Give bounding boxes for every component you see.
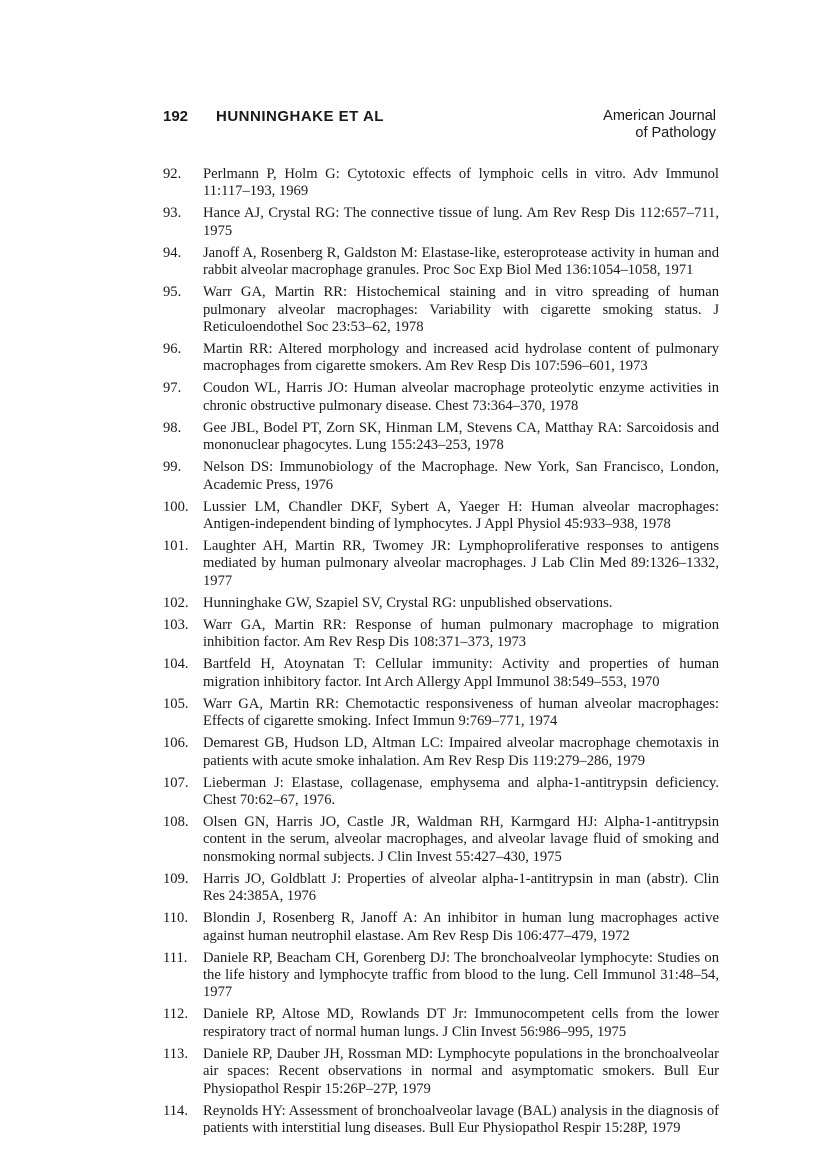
reference-number: 111. xyxy=(163,949,188,966)
reference-item xyxy=(163,814,719,866)
reference-item xyxy=(163,205,719,240)
reference-item xyxy=(163,617,719,652)
reference-text: Hance AJ, Crystal RG: The connective tissue of lung. Am Rev Resp Dis 112:657–711, 1975 xyxy=(203,205,719,239)
reference-item xyxy=(163,341,719,376)
reference-item xyxy=(163,656,719,691)
reference-item xyxy=(163,166,719,201)
reference-item xyxy=(163,696,719,731)
page-header xyxy=(0,0,816,140)
reference-number: 92. xyxy=(163,166,182,182)
reference-number: 100. xyxy=(163,498,189,515)
reference-text: Olsen GN, Harris JO, Castle JR, Waldman RH, Karmgard HJ: Alpha-1-antitrypsin content in the serum, alveolar macrophages, and alveolar lavage fluid of smoking and nonsmoking normal subjects. J Clin Invest 55:427–430, 1975 xyxy=(203,813,719,865)
reference-number: 93. xyxy=(163,205,182,222)
reference-text: Warr GA, Martin RR: Response of human pulmonary macrophage to migration inhibition factor. Am Rev Resp Dis 108:371–373, 1973 xyxy=(203,616,719,651)
reference-text: Bartfeld H, Atoynatan T: Cellular immunity: Activity and properties of human migration inhibitory factor. Int Arch Allergy Appl Immunol 38:549–553, 1970 xyxy=(203,656,719,690)
reference-number: 96. xyxy=(163,341,182,358)
reference-text: Lussier LM, Chandler DKF, Sybert A, Yaeger H: Human alveolar macrophages: Antigen-independent binding of lymphocytes. J Appl Physiol 45:933–938, 1978 xyxy=(203,498,719,533)
reference-item xyxy=(163,459,719,494)
reference-number: 114. xyxy=(163,1102,188,1119)
reference-text: Daniele RP, Dauber JH, Rossman MD: Lymphocyte populations in the bronchoalveolar air spaces: Recent observations in normal and asymptomatic smokers. Bull Eur Physiopathol Respir 15:26P–27P, 1979 xyxy=(203,1045,719,1097)
reference-number: 101. xyxy=(163,538,189,555)
reference-text: Nelson DS: Immunobiology of the Macrophage. New York, San Francisco, London, Academic Press, 1976 xyxy=(203,459,719,493)
reference-text: Warr GA, Martin RR: Histochemical staining and in vitro spreading of human pulmonary alveolar macrophages: Variability with cigarette smoking status. J Reticuloendothel Soc 23:53–62, 1978 xyxy=(203,284,719,336)
reference-number: 95. xyxy=(163,284,182,301)
journal-name xyxy=(603,108,716,142)
reference-number: 102. xyxy=(163,594,189,611)
reference-text: Harris JO, Goldblatt J: Properties of alveolar alpha-1-antitrypsin in man (abstr). Clin Res 24:385A, 1976 xyxy=(203,870,719,905)
reference-item xyxy=(163,538,719,590)
reference-text: Daniele RP, Altose MD, Rowlands DT Jr: Immunocompetent cells from the lower respiratory tract of normal human lungs. J Clin Invest 56:986–995, 1975 xyxy=(203,1006,719,1040)
journal-name-line-1: American Journal xyxy=(603,108,716,124)
reference-item xyxy=(163,871,719,906)
reference-number: 105. xyxy=(163,695,189,712)
reference-text: Martin RR: Altered morphology and increased acid hydrolase content of pulmonary macrophages from cigarette smokers. Am Rev Resp Dis 107:596–601, 1973 xyxy=(203,341,719,375)
reference-number: 112. xyxy=(163,1006,188,1023)
reference-number: 113. xyxy=(163,1045,188,1062)
reference-number: 109. xyxy=(163,870,189,887)
reference-number: 107. xyxy=(163,774,189,791)
reference-item xyxy=(163,1006,719,1041)
reference-item xyxy=(163,1103,719,1138)
reference-item xyxy=(163,284,719,336)
reference-item xyxy=(163,1046,719,1098)
reference-number: 110. xyxy=(163,910,188,927)
page-number: 192 xyxy=(163,108,189,125)
reference-text: Blondin J, Rosenberg R, Janoff A: An inhibitor in human lung macrophages active against human neutrophil elastase. Am Rev Resp Dis 106:477–479, 1972 xyxy=(203,910,719,944)
reference-number: 103. xyxy=(163,616,189,633)
reference-text: Coudon WL, Harris JO: Human alveolar macrophage proteolytic enzyme activities in chronic obstructive pulmonary disease. Chest 73:364–370, 1978 xyxy=(203,380,719,414)
reference-item xyxy=(163,735,719,770)
reference-text: Demarest GB, Hudson LD, Altman LC: Impaired alveolar macrophage chemotaxis in patients with acute smoke inhalation. Am Rev Resp Dis 119:279–286, 1979 xyxy=(203,735,719,769)
reference-item xyxy=(163,380,719,415)
reference-text: Janoff A, Rosenberg R, Galdston M: Elastase-like, esteroprotease activity in human and rabbit alveolar macrophage granules. Proc Soc Exp Biol Med 136:1054–1058, 1971 xyxy=(203,244,719,279)
reference-text: Warr GA, Martin RR: Chemotactic responsiveness of human alveolar macrophages: Effects of cigarette smoking. Infect Immun 9:769–771, 1974 xyxy=(203,695,719,730)
reference-text: Daniele RP, Beacham CH, Gorenberg DJ: The bronchoalveolar lymphocyte: Studies on the life history and lymphocyte traffic from blood to the lung. Cell Immunol 31:48–54, 1977 xyxy=(203,949,719,1001)
reference-text: Perlmann P, Holm G: Cytotoxic effects of lymphoic cells in vitro. Adv Immunol 11:117–193, 1969 xyxy=(203,166,719,200)
reference-text: Reynolds HY: Assessment of bronchoalveolar lavage (BAL) analysis in the diagnosis of patients with interstitial lung diseases. Bull Eur Physiopathol Respir 15:28P, 1979 xyxy=(203,1102,719,1136)
reference-item xyxy=(163,950,719,1002)
reference-number: 108. xyxy=(163,813,189,830)
reference-number: 99. xyxy=(163,459,182,476)
reference-item xyxy=(163,595,719,612)
reference-text: Laughter AH, Martin RR, Twomey JR: Lymphoproliferative responses to antigens mediated by human pulmonary alveolar macrophages. J Lab Clin Med 89:1326–1332, 1977 xyxy=(203,538,719,589)
reference-text: Gee JBL, Bodel PT, Zorn SK, Hinman LM, Stevens CA, Matthay RA: Sarcoidosis and mononuclear phagocytes. Lung 155:243–253, 1978 xyxy=(203,419,719,454)
reference-number: 106. xyxy=(163,735,189,752)
reference-item xyxy=(163,910,719,945)
journal-name-line-2: of Pathology xyxy=(635,125,716,141)
reference-number: 94. xyxy=(163,244,182,261)
reference-list xyxy=(163,166,719,1142)
reference-number: 98. xyxy=(163,419,182,436)
reference-number: 104. xyxy=(163,656,189,673)
reference-item xyxy=(163,420,719,455)
reference-item xyxy=(163,775,719,810)
reference-item xyxy=(163,245,719,280)
reference-item xyxy=(163,499,719,534)
running-head: HUNNINGHAKE ET AL xyxy=(216,108,384,125)
reference-text: Lieberman J: Elastase, collagenase, emphysema and alpha-1-antitrypsin deficiency. Chest 70:62–67, 1976. xyxy=(203,774,719,808)
reference-text: Hunninghake GW, Szapiel SV, Crystal RG: unpublished observations. xyxy=(203,594,613,611)
reference-number: 97. xyxy=(163,380,182,397)
